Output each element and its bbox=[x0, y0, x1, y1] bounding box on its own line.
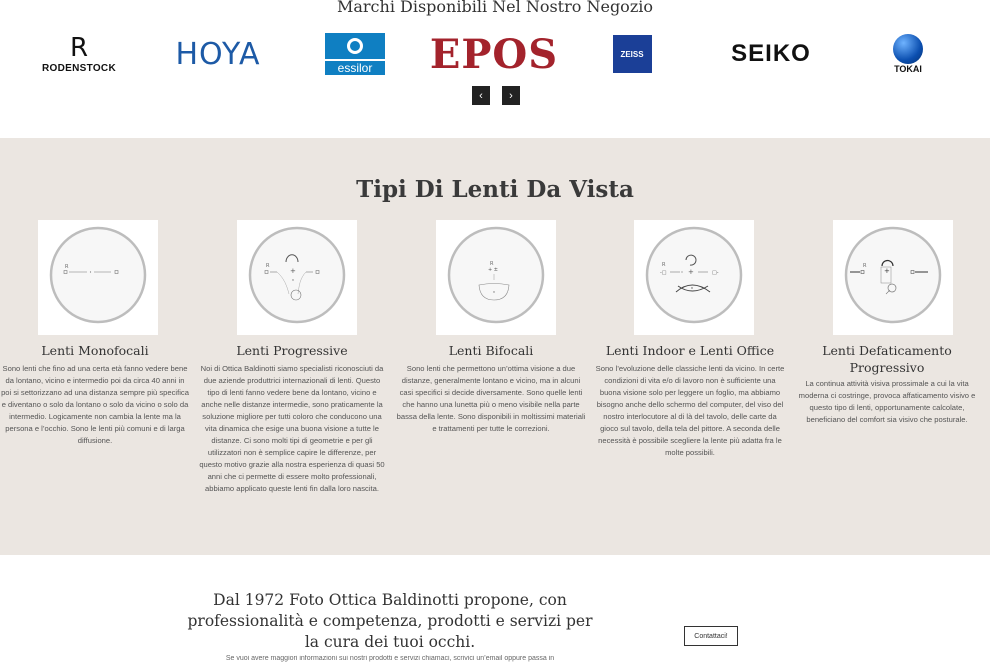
rodenstock-mark: R bbox=[69, 32, 89, 63]
lens-description: La continua attività visiva prossimale a cui la vita moderna ci costringe, provoca affaticamento visivo e questo tipo di lenti, opportunamente calcolate, beneficiano del comfort sia visivo che posturale. bbox=[798, 379, 976, 424]
essilor-text: essilor bbox=[325, 61, 385, 75]
lens-types-title: Tipi Di Lenti Da Vista bbox=[356, 176, 634, 203]
indoor-office-lens-icon bbox=[634, 220, 754, 335]
rodenstock-text: RODENSTOCK bbox=[42, 62, 116, 74]
cta-title: Dal 1972 Foto Ottica Baldinotti propone, con professionalità e competenza, prodotti e servizi per la cura dei tuoi occhi. bbox=[187, 591, 593, 651]
anti-fatigue-lens-icon bbox=[833, 220, 953, 335]
lens-name: Lenti Defaticamento Progressivo bbox=[822, 343, 952, 375]
svg-text:R: R bbox=[266, 263, 270, 269]
svg-text:R: R bbox=[65, 264, 69, 270]
svg-text:R: R bbox=[662, 262, 666, 268]
tokai-globe-icon bbox=[893, 34, 923, 64]
brands-title: Marchi Disponibili Nel Nostro Negozio bbox=[336, 0, 653, 16]
lens-description: Sono lenti che fino ad una certa età fanno vedere bene da lontano, vicino e intermedio poi da circa 40 anni in poi si settorizzano ad una distanza sempre più specifica e diventano o solo da lontano o solo da vicino o solo da intermedio. Logicamente non cambia la lente ma la persona e l’occhio. Sono le lenti più comuni e di larga diffusione. bbox=[1, 364, 189, 445]
lens-description: Sono l’evoluzione delle classiche lenti da vicino. In certe condizioni di vita e/o di lavoro non è sufficiente una buona visione solo per leggere un foglio, ma abbiamo bisogno anche dello schermo del computer, del viso del nostro interlocutore al di là del tavolo, delle carte da gioco sul tavolo, della tela del pittore. A seconda delle necessità è possibile scegliere la lente più adatta fra le molte possibili. bbox=[595, 364, 785, 457]
hoya-logo[interactable] bbox=[164, 30, 272, 78]
cta-section bbox=[0, 555, 990, 660]
cta-note: Se vuoi avere maggiori informazioni sui nostri prodotti e servizi chiamaci, scrivici un’email oppure passa in bbox=[225, 655, 555, 662]
rodenstock-logo[interactable] bbox=[40, 30, 118, 78]
carousel-next-button[interactable]: › bbox=[502, 86, 520, 105]
lens-description: Sono lenti che permettono un’ottima visione a due distanze, generalmente lontano e vicino, ma in alcuni casi specifici si decide diversamente. Sono quelle lenti che hanno una lunetta più o meno visibile nella parte bassa della lente. Sono disponibili in moltissimi materiali e trattamenti per tutte le correzioni. bbox=[396, 364, 586, 433]
tokai-logo[interactable] bbox=[890, 30, 926, 78]
epos-text: EPOS bbox=[429, 30, 559, 78]
svg-text:+: + bbox=[290, 267, 296, 275]
zeiss-logo[interactable] bbox=[612, 30, 652, 78]
monofocal-lens-icon bbox=[38, 220, 158, 335]
contact-button[interactable]: Contattaci! bbox=[684, 626, 738, 646]
zeiss-text: ZEISS bbox=[613, 35, 652, 73]
lens-name: Lenti Indoor e Lenti Office bbox=[605, 343, 775, 358]
svg-text:+: + bbox=[884, 267, 890, 275]
seiko-logo[interactable] bbox=[720, 30, 822, 78]
progressive-lens-icon bbox=[237, 220, 357, 335]
svg-text:+ ±: + ± bbox=[488, 267, 498, 273]
tokai-text: TOKAI bbox=[894, 64, 922, 74]
carousel-prev-button[interactable]: ‹ bbox=[472, 86, 490, 105]
svg-text:-□: -□ bbox=[660, 270, 667, 276]
bifocal-lens-icon bbox=[436, 220, 556, 335]
lens-types-section bbox=[0, 138, 990, 555]
svg-text:R: R bbox=[490, 261, 494, 267]
essilor-logo[interactable] bbox=[325, 30, 385, 78]
lens-description: Noi di Ottica Baldinotti siamo specialisti riconosciuti da due aziende produttrici internazionali di lenti. Questo tipo di lenti fanno vedere bene da lontano, vicino e anche nelle distanze intermedie, sono praticamente la soluzione migliore per tutti coloro che conducono una vita dinamica che esige una buona visione a tutte le distanze. Ci sono molti tipi di geometrie e per gli utilizzatori non è semplice capire le differenze, per questo motivo grazie alla nostra esperienza di quasi 50 anni che ci permette di essere molto professionali, abbiamo applicato queste lenti fin dalla loro nascita. bbox=[199, 364, 385, 493]
essilor-emblem-icon bbox=[325, 33, 385, 59]
lens-name: Lenti Bifocali bbox=[448, 343, 534, 358]
lens-name: Lenti Monofocali bbox=[41, 343, 149, 358]
svg-text:+: + bbox=[688, 268, 694, 276]
lens-name: Lenti Progressive bbox=[236, 343, 348, 358]
hoya-text: HOYA bbox=[175, 36, 261, 72]
seiko-text: SEIKO bbox=[731, 40, 811, 67]
svg-text:□-: □- bbox=[712, 270, 719, 276]
brands-section bbox=[0, 0, 990, 138]
svg-text:R: R bbox=[863, 263, 867, 269]
epos-logo[interactable] bbox=[429, 30, 559, 78]
